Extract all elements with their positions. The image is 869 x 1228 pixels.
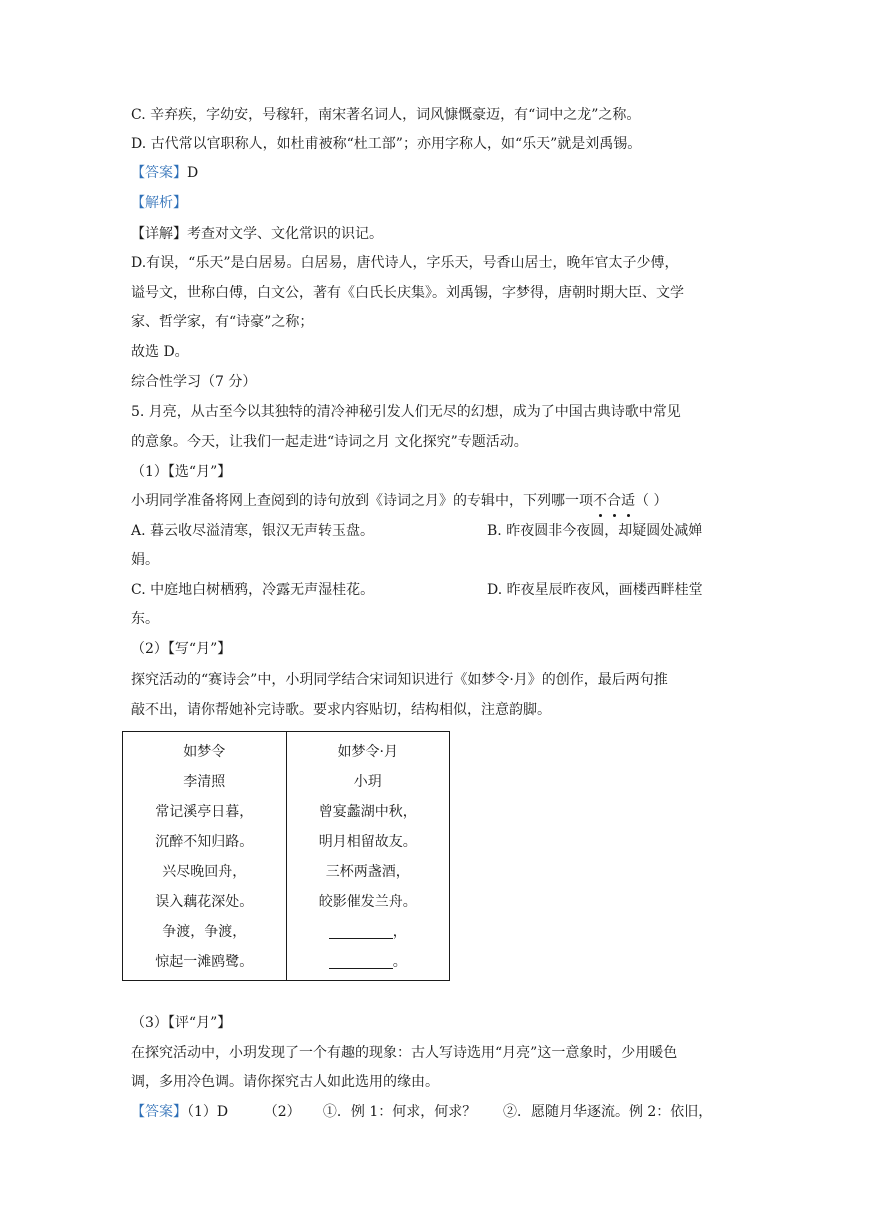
- sub-question-3-text1: 在探究活动中，小玥发现了一个有趣的现象：古人写诗选用“月亮”这一意象时，少用暖色: [131, 1045, 678, 1061]
- poem-left-line: 误入藕花深处。: [155, 894, 254, 910]
- final-answer-line: [131, 1102, 712, 1122]
- poem-left-column: [123, 732, 286, 980]
- detail-line: 【详解】考查对文学、文化常识的识记。: [131, 226, 383, 242]
- emphasis-char-2: 合: [607, 493, 621, 509]
- explanation-3: 家、哲学家，有“诗豪”之称；: [131, 314, 314, 330]
- sub-question-2-text1: 探究活动的“赛诗会”中，小玥同学结合宋词知识进行《如梦令·月》的创作，最后两句推: [131, 672, 668, 688]
- sub-question-3-text2: 调，多用冷色调。请你探究古人如此选用的缘由。: [131, 1074, 439, 1090]
- sub-question-2-title: （2）【写“月”】: [131, 641, 232, 657]
- poem-right-line: 曾宴蠡湖中秋，: [318, 804, 417, 820]
- fill-in-blank-2: [329, 952, 393, 969]
- final-answer-text: （1）D （2） ①．例 1：何求，何求？ ②．愿随月华逐流。例 2：依旧，: [187, 1104, 713, 1120]
- emphasis-char-1: 不: [593, 493, 607, 509]
- answer-tag: 【答案】: [131, 165, 187, 181]
- option-d: D. 古代常以官职称人，如杜甫被称“杜工部”；亦用字称人，如“乐天”就是刘禹锡。: [131, 136, 642, 152]
- poem-left-line: 常记溪亭日暮，: [155, 804, 254, 820]
- option-c-line: C. 中庭地白树栖鸦，冷露无声湿桂花。: [131, 582, 375, 598]
- answer-value: D: [187, 165, 199, 181]
- sub-question-1-text-a: 小玥同学准备将网上查阅到的诗句放到《诗词之月》的专辑中，下列哪一项: [131, 493, 593, 509]
- poem-left-line: 兴尽晚回舟，: [162, 864, 247, 880]
- option-a-line: A. 暮云收尽溢清寒，银汉无声转玉盘。: [131, 523, 375, 539]
- poem-right-line: 明月相留故友。: [318, 834, 417, 850]
- poem-right-column: [286, 732, 450, 980]
- poem-right-line: 三杯两盏酒，: [325, 864, 410, 880]
- fill-in-blank-1: [329, 922, 393, 939]
- poem-left-line: 惊起一滩鸥鹭。: [155, 954, 254, 970]
- emphasis-char-3: 适: [621, 493, 635, 509]
- option-b-continuation: 娟。: [131, 552, 159, 568]
- poem-left-line: 争渡，争渡，: [162, 924, 247, 940]
- option-d-line: D. 昨夜星辰昨夜风，画楼西畔桂堂: [487, 582, 703, 598]
- blank-2-punct: 。: [392, 954, 407, 970]
- sub-question-2-text2: 敲不出，请你帮她补完诗歌。要求内容贴切，结构相似，注意韵脚。: [131, 702, 551, 718]
- sub-question-3-title: （3）【评“月”】: [131, 1015, 232, 1031]
- question5-line1: 5. 月亮，从古至今以其独特的清冷神秘引发人们无尽的幻想，成为了中国古典诗歌中常见: [131, 404, 681, 420]
- answer-line: [131, 163, 198, 183]
- poem-blank-line-1: [287, 917, 450, 947]
- option-c: C. 辛弃疾，字幼安，号稼轩，南宋著名词人，词风慷慨豪迈，有“词中之龙”之称。: [131, 107, 641, 123]
- choose-line: 故选 D。: [131, 344, 189, 360]
- sub-question-1-title: （1）【选“月”】: [131, 464, 232, 480]
- poem-blank-line-2: [287, 947, 450, 977]
- question5-line2: 的意象。今天，让我们一起走进“诗词之月 文化探究”专题活动。: [131, 434, 528, 450]
- explanation-1: D.有误，“乐天”是白居易。白居易，唐代诗人，字乐天，号香山居士，晚年官太子少傅，: [131, 255, 679, 271]
- poem-left-author: 李清照: [183, 774, 226, 790]
- blank-1-punct: ，: [392, 924, 407, 940]
- option-b-line: B. 昨夜圆非今夜圆，却疑圆处减婵: [487, 523, 703, 539]
- answer-bracket: （ ）: [635, 493, 668, 509]
- poem-right-author: 小玥: [353, 774, 382, 790]
- poem-comparison-table: [122, 731, 450, 981]
- sub-question-1-text: [131, 491, 667, 511]
- poem-right-title: 如梦令·月: [337, 744, 398, 760]
- explanation-2: 谥号文，世称白傅，白文公，著有《白氏长庆集》。刘禹锡，字梦得，唐朝时期大臣、文学: [131, 285, 684, 301]
- option-d-continuation: 东。: [131, 611, 159, 627]
- analysis-tag: 【解析】: [131, 195, 187, 211]
- final-answer-tag: 【答案】: [131, 1104, 187, 1120]
- poem-left-title: 如梦令: [183, 744, 226, 760]
- section-title: 综合性学习（7 分）: [131, 374, 257, 390]
- poem-left-line: 沉醉不知归路。: [155, 834, 254, 850]
- poem-right-line: 皎影催发兰舟。: [318, 894, 417, 910]
